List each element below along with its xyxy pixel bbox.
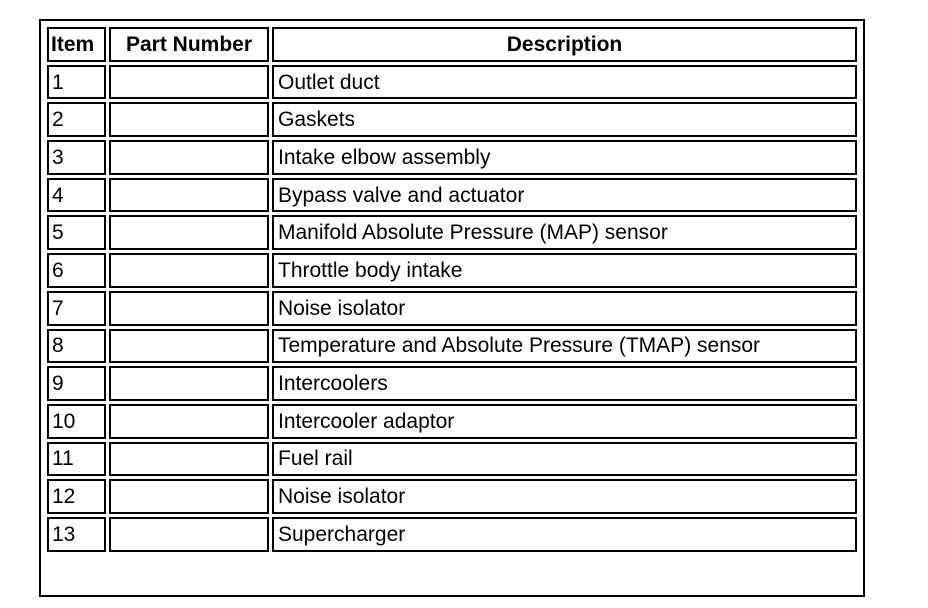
parts-table bbox=[44, 24, 860, 555]
table-row bbox=[47, 442, 857, 477]
parts-table-body bbox=[47, 65, 857, 552]
column-header-description: Description bbox=[272, 27, 857, 62]
column-header-part-number: Part Number bbox=[109, 27, 269, 62]
table-row bbox=[47, 517, 857, 552]
part-number-cell bbox=[109, 178, 269, 213]
item-number-cell: 6 bbox=[47, 253, 106, 288]
description-cell: Outlet duct bbox=[272, 65, 857, 100]
item-number-cell: 13 bbox=[47, 517, 106, 552]
description-cell: Manifold Absolute Pressure (MAP) sensor bbox=[272, 215, 857, 250]
item-number-cell: 1 bbox=[47, 65, 106, 100]
part-number-cell bbox=[109, 291, 269, 326]
part-number-cell bbox=[109, 65, 269, 100]
description-cell: Noise isolator bbox=[272, 479, 857, 514]
part-number-cell bbox=[109, 329, 269, 364]
table-row bbox=[47, 291, 857, 326]
item-number-cell: 12 bbox=[47, 479, 106, 514]
item-number-cell: 4 bbox=[47, 178, 106, 213]
description-cell: Intake elbow assembly bbox=[272, 140, 857, 175]
description-cell: Intercooler adaptor bbox=[272, 404, 857, 439]
part-number-cell bbox=[109, 215, 269, 250]
description-cell: Supercharger bbox=[272, 517, 857, 552]
description-cell: Intercoolers bbox=[272, 366, 857, 401]
description-cell: Fuel rail bbox=[272, 442, 857, 477]
item-number-cell: 8 bbox=[47, 329, 106, 364]
part-number-cell bbox=[109, 517, 269, 552]
description-cell: Bypass valve and actuator bbox=[272, 178, 857, 213]
table-row bbox=[47, 140, 857, 175]
part-number-cell bbox=[109, 253, 269, 288]
table-row bbox=[47, 65, 857, 100]
item-number-cell: 10 bbox=[47, 404, 106, 439]
part-number-cell bbox=[109, 479, 269, 514]
description-cell: Gaskets bbox=[272, 102, 857, 137]
table-header-row bbox=[47, 27, 857, 62]
description-cell: Temperature and Absolute Pressure (TMAP) sensor bbox=[272, 329, 857, 364]
part-number-cell bbox=[109, 404, 269, 439]
part-number-cell bbox=[109, 102, 269, 137]
description-cell: Noise isolator bbox=[272, 291, 857, 326]
description-cell: Throttle body intake bbox=[272, 253, 857, 288]
parts-table-frame bbox=[39, 19, 865, 597]
table-row bbox=[47, 404, 857, 439]
part-number-cell bbox=[109, 366, 269, 401]
part-number-cell bbox=[109, 442, 269, 477]
table-row bbox=[47, 366, 857, 401]
table-row bbox=[47, 102, 857, 137]
part-number-cell bbox=[109, 140, 269, 175]
item-number-cell: 5 bbox=[47, 215, 106, 250]
item-number-cell: 11 bbox=[47, 442, 106, 477]
item-number-cell: 3 bbox=[47, 140, 106, 175]
item-number-cell: 9 bbox=[47, 366, 106, 401]
table-row bbox=[47, 215, 857, 250]
column-header-item: Item bbox=[47, 27, 106, 62]
table-row bbox=[47, 479, 857, 514]
table-row bbox=[47, 178, 857, 213]
table-row bbox=[47, 329, 857, 364]
table-row bbox=[47, 253, 857, 288]
item-number-cell: 2 bbox=[47, 102, 106, 137]
item-number-cell: 7 bbox=[47, 291, 106, 326]
